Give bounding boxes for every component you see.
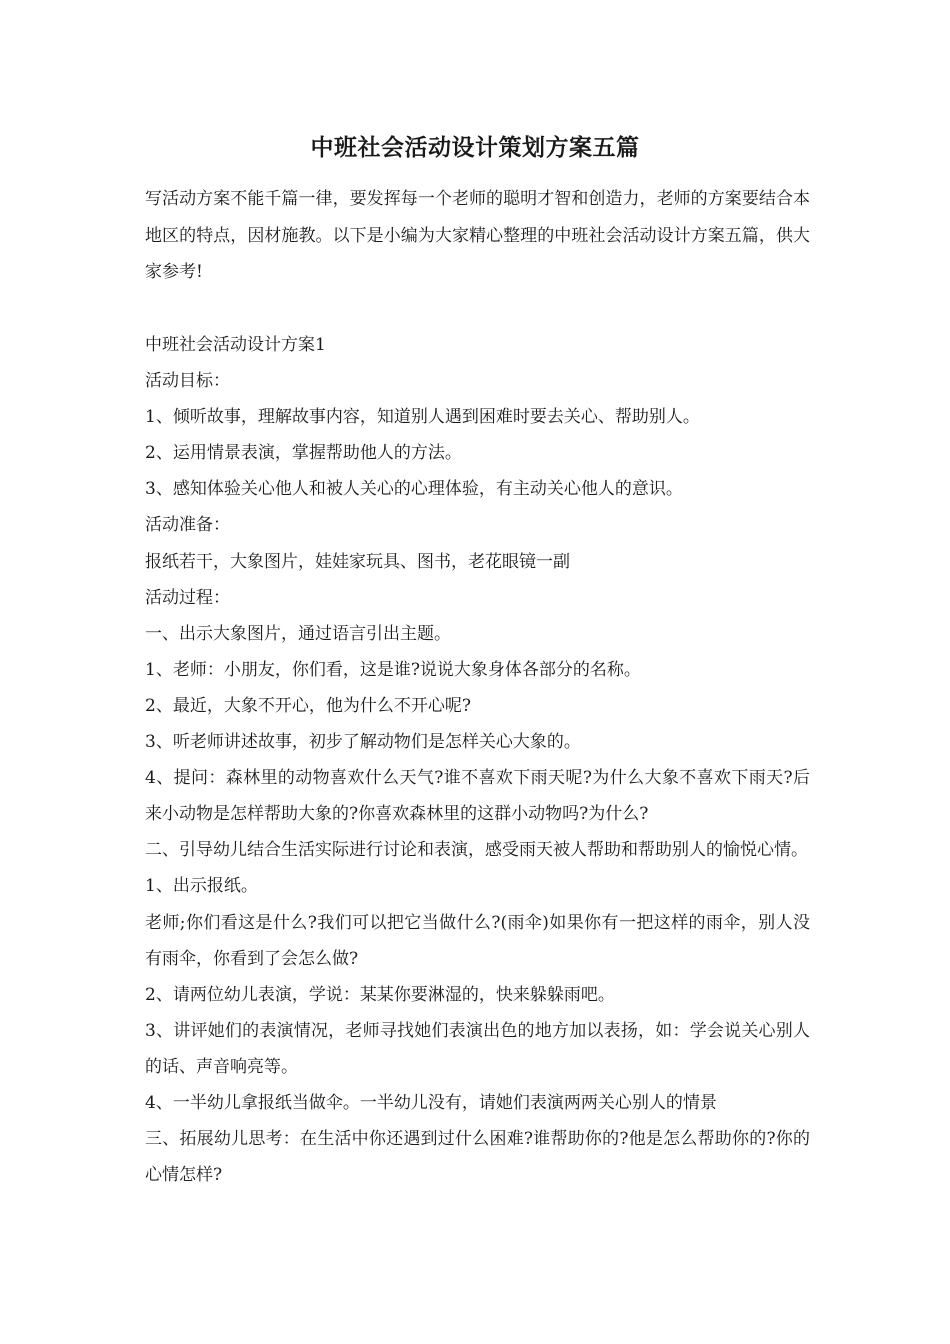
paragraph: 报纸若干，大象图片，娃娃家玩具、图书，老花眼镜一副 xyxy=(145,551,570,572)
paragraph: 1、出示报纸。 xyxy=(145,876,258,897)
paragraph: 3、听老师讲述故事，初步了解动物们是怎样关心大象的。 xyxy=(145,732,581,753)
paragraph: 三、拓展幼儿思考：在生活中你还遇到过什么困难?谁帮助你的?他是怎么帮助你的?你的心情怎样? xyxy=(145,1129,810,1186)
paragraph: 老师;你们看这是什么?我们可以把它当做什么?(雨伞)如果你有一把这样的雨伞，别人没有雨伞，你看到了会怎么做? xyxy=(145,912,810,969)
paragraph: 一、出示大象图片，通过语言引出主题。 xyxy=(145,623,451,644)
section-heading: 中班社会活动设计方案1 xyxy=(145,335,326,355)
paragraph: 3、讲评她们的表演情况，老师寻找她们表演出色的地方加以表扬，如：学会说关心别人的话、声音响亮等。 xyxy=(145,1020,810,1077)
paragraph: 2、运用情景表演，掌握帮助他人的方法。 xyxy=(145,443,462,464)
paragraph: 4、一半幼儿拿报纸当做伞。一半幼儿没有，请她们表演两两关心别人的情景 xyxy=(145,1092,717,1113)
document-body xyxy=(145,327,810,1193)
paragraph: 活动过程： xyxy=(145,587,230,608)
paragraph: 2、请两位幼儿表演，学说：某某你要淋湿的，快来躲躲雨吧。 xyxy=(145,984,615,1005)
paragraph: 1、老师：小朋友，你们看，这是谁?说说大象身体各部分的名称。 xyxy=(145,659,641,680)
paragraph: 活动目标： xyxy=(145,371,230,392)
paragraph: 3、感知体验关心他人和被人关心的心理体验，有主动关心他人的意识。 xyxy=(145,479,683,500)
intro-paragraph: 写活动方案不能千篇一律，要发挥每一个老师的聪明才智和创造力，老师的方案要结合本地区的特点，因材施教。以下是小编为大家精心整理的中班社会活动设计方案五篇，供大家参考! xyxy=(145,189,810,282)
paragraph: 活动准备： xyxy=(145,515,230,536)
document-title: 中班社会活动设计策划方案五篇 xyxy=(310,134,640,161)
paragraph: 1、倾听故事，理解故事内容，知道别人遇到困难时要去关心、帮助别人。 xyxy=(145,407,700,428)
paragraph: 二、引导幼儿结合生活实际进行讨论和表演，感受雨天被人帮助和帮助别人的愉悦心情。 xyxy=(145,840,808,861)
paragraph: 2、最近，大象不开心，他为什么不开心呢? xyxy=(145,695,471,716)
paragraph: 4、提问：森林里的动物喜欢什么天气?谁不喜欢下雨天呢?为什么大象不喜欢下雨天?后来小动物是怎样帮助大象的?你喜欢森林里的这群小动物吗?为什么? xyxy=(145,768,810,825)
